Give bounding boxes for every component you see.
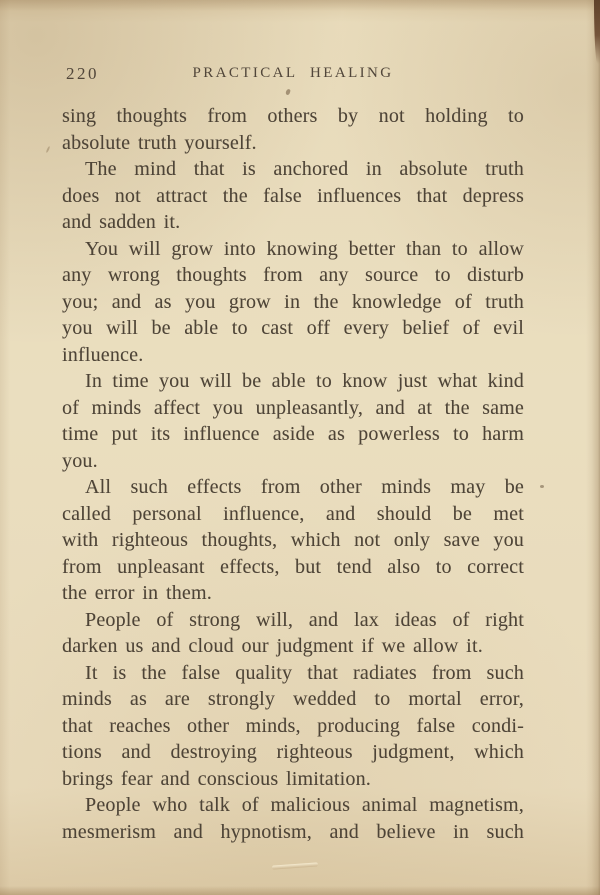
page-number: 220 <box>66 64 99 83</box>
text-line: tions and destroying righteous judgment, which <box>62 741 524 763</box>
text-line: that reaches other minds, producing false condi- <box>62 714 524 737</box>
text-line: absolute truth yourself. <box>62 131 257 154</box>
text-line: All such effects from other minds may be <box>85 476 524 498</box>
text-line: of minds affect you unpleasantly, and at the same <box>62 396 524 419</box>
page-edge-right <box>586 0 600 895</box>
text-line: You will grow into knowing better than to allow <box>85 237 524 260</box>
page-edge-left <box>0 0 10 895</box>
ink-speck <box>285 89 291 96</box>
text-line: The mind that is anchored in absolute truth <box>85 158 524 180</box>
text-line: any wrong thoughts from any source to disturb <box>62 264 524 286</box>
text-line: People of strong will, and lax ideas of right <box>85 608 524 631</box>
page-edge-top <box>0 0 600 11</box>
paper-crease <box>272 862 318 869</box>
text-line: minds as are strongly wedded to mortal error, <box>62 688 524 710</box>
text-line: It is the false quality that radiates from such <box>85 661 524 684</box>
running-title: PRACTICAL HEALING <box>192 65 394 81</box>
ink-speck <box>540 485 544 488</box>
text-line: mesmerism and hypnotism, and believe in such <box>62 820 524 843</box>
book-edge-streak <box>594 0 600 64</box>
page-text <box>62 103 524 845</box>
text-line: brings fear and conscious limitation. <box>62 767 372 790</box>
text-line: you. <box>62 449 98 472</box>
text-line: darken us and cloud our judgment if we allow it. <box>62 635 483 657</box>
text-line: sing thoughts from others by not holding to <box>62 105 524 127</box>
text-line: does not attract the false influences that depress <box>62 184 524 207</box>
text-line: and sadden it. <box>62 211 181 233</box>
text-line: influence. <box>62 343 144 366</box>
text-line: called personal influence, and should be met <box>62 502 524 525</box>
text-line: time put its influence aside as powerless to harm <box>62 423 524 445</box>
page-edge-bottom <box>0 886 600 895</box>
text-line: In time you will be able to know just what kind <box>85 370 524 392</box>
text-line: you; and as you grow in the knowledge of truth <box>62 290 524 313</box>
text-line: you will be able to cast off every belief of evil <box>62 317 524 339</box>
ink-speck <box>46 146 51 153</box>
text-line: from unpleasant effects, but tend also to correct <box>62 555 524 578</box>
text-line: with righteous thoughts, which not only save you <box>62 529 524 551</box>
running-head <box>0 64 600 86</box>
text-line: People who talk of malicious animal magnetism, <box>85 794 524 816</box>
text-line: the error in them. <box>62 582 212 604</box>
